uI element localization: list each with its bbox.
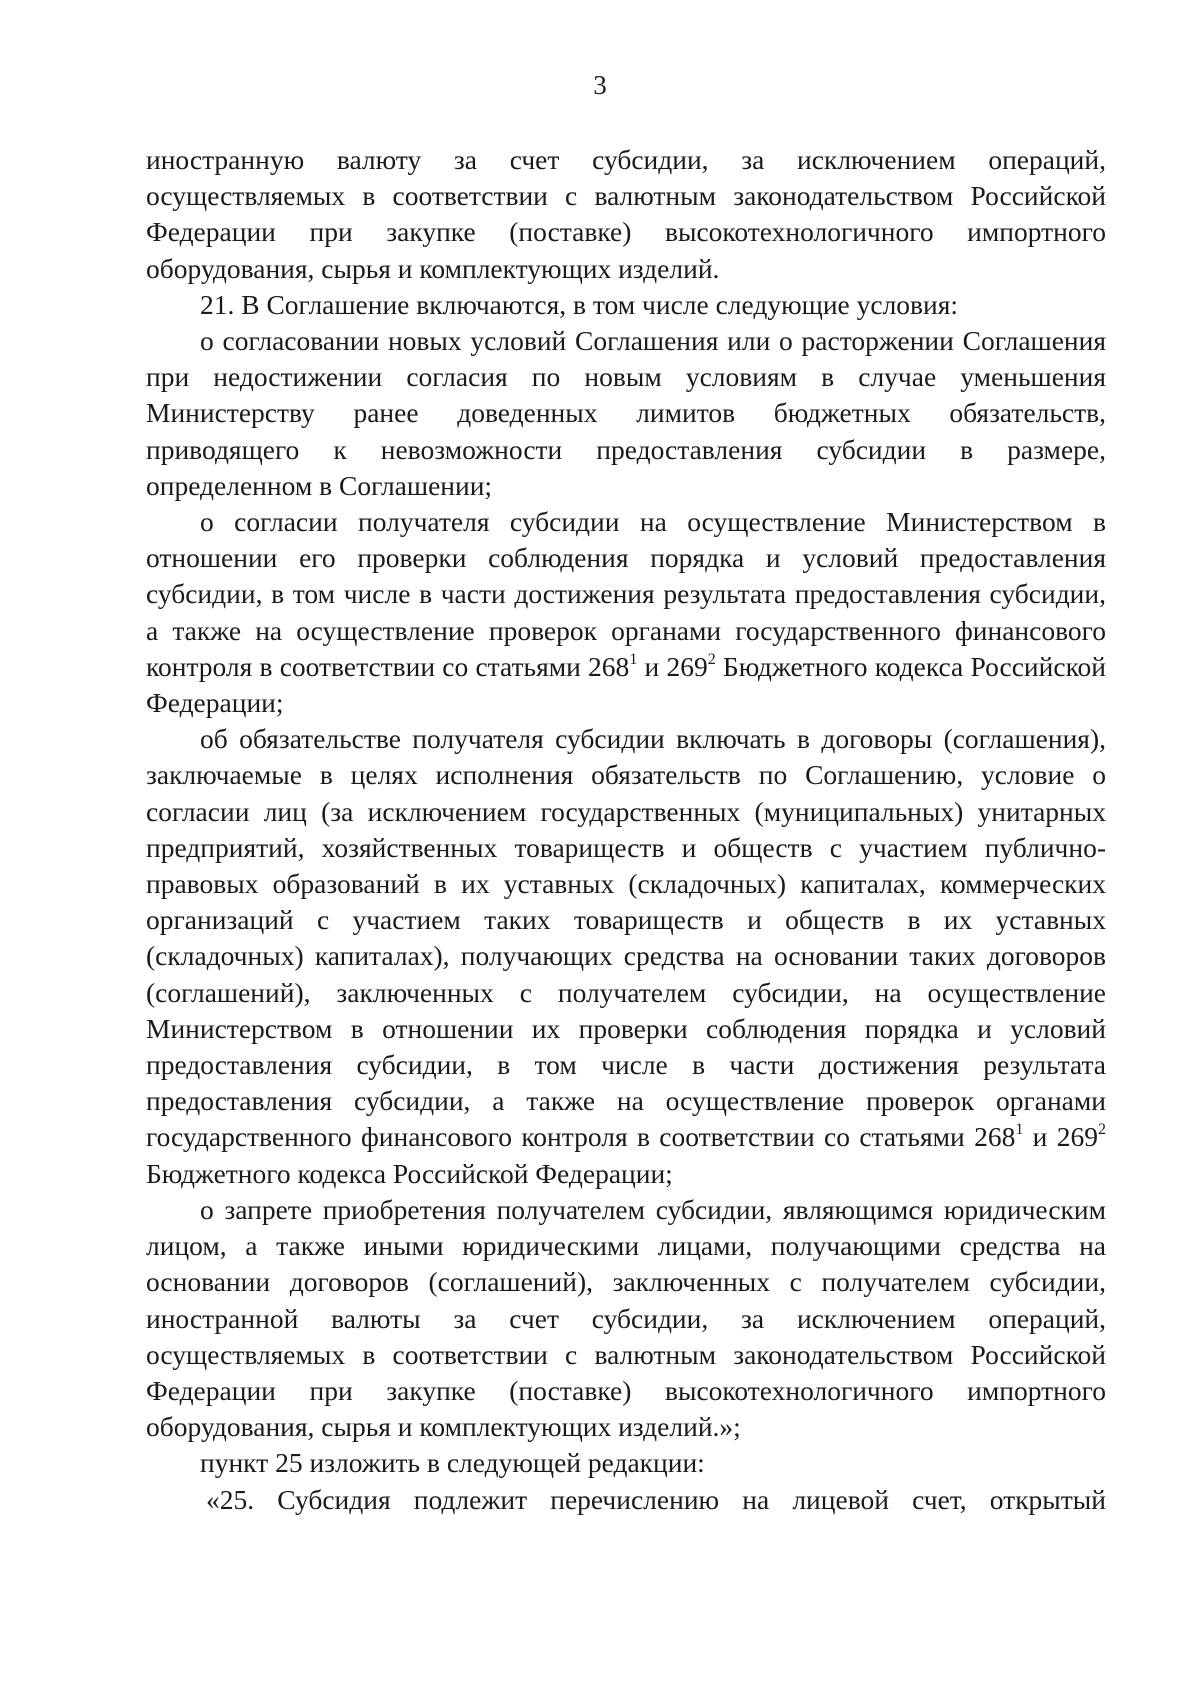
paragraph-amendment-point-25: пункт 25 изложить в следующей редакции:: [200, 1447, 705, 1479]
paragraph-condition-termination: о согласовании новых условий Соглашения или о расторжении Соглашения при недостижении согласия по новым условиям в случае уменьшения Министерству ранее доведенных лимитов бюджетных обязательств, приводящего к невозможности предоставления субсидии в размере, определенном в Соглашении;: [146, 325, 1106, 501]
superscript-index: 1: [1015, 1121, 1024, 1139]
superscript-index: 2: [707, 650, 716, 668]
paragraph-condition-contract-obligation: об обязательстве получателя субсидии включать в договоры (соглашения), заключаемые в целях исполнения обязательств по Соглашению, условие о согласии лиц (за исключением государственных (муниципальных) унитарных предприятий, хозяйственных товариществ и обществ с участием публично-правовых образований в их уставных (складочных) капиталах, коммерческих организаций с участием таких товариществ и обществ в их уставных (складочных) капиталах), получающих средства на основании таких договоров (соглашений), заключенных с получателем субсидии, на осуществление Министерством в отношении их проверки соблюдения порядка и условий предоставления субсидии, в том числе в части достижения результата предоставления субсидии, а также на осуществление проверок органами государственного финансового контроля в соответствии со статьями $268^1$ и $269^2$ Бюджетного кодекса Российской Федерации;: [146, 723, 1106, 1189]
superscript-index: 2: [1098, 1121, 1106, 1139]
paragraph-continuation: иностранную валюту за счет субсидии, за исключением операций, осуществляемых в соответствии с валютным законодательством Российской Федерации при закупке (поставке) высокотехнологичного импортного оборудования, сырья и комплектующих изделий.: [146, 144, 1106, 284]
page-number: 3: [593, 70, 607, 100]
document-body: [146, 142, 1106, 1518]
paragraph-clause-21: 21. В Соглашение включаются, в том числе следующие условия:: [200, 288, 959, 320]
paragraph-condition-inspection-consent: о согласии получателя субсидии на осуществление Министерством в отношении его проверки соблюдения порядка и условий предоставления субсидии, в том числе в части достижения результата предоставления субсидии, а также на осуществление проверок органами государственного финансового контроля в соответствии со статьями $268^1$ и $269^2$ Бюджетного кодекса Российской Федерации;: [146, 506, 1107, 719]
paragraph-condition-currency-ban: о запрете приобретения получателем субсидии, являющимся юридическим лицом, а также иными юридическими лицами, получающими средства на основании договоров (соглашений), заключенных с получателем субсидии, иностранной валюты за счет субсидии, за исключением операций, осуществляемых в соответствии с валютным законодательством Российской Федерации при закупке (поставке) высокотехнологичного импортного оборудования, сырья и комплектующих изделий.»;: [146, 1193, 1106, 1443]
superscript-index: 1: [629, 650, 638, 668]
paragraph-point-25-text: «25. Субсидия подлежит перечислению на лицевой счет, открытый: [206, 1483, 1106, 1515]
